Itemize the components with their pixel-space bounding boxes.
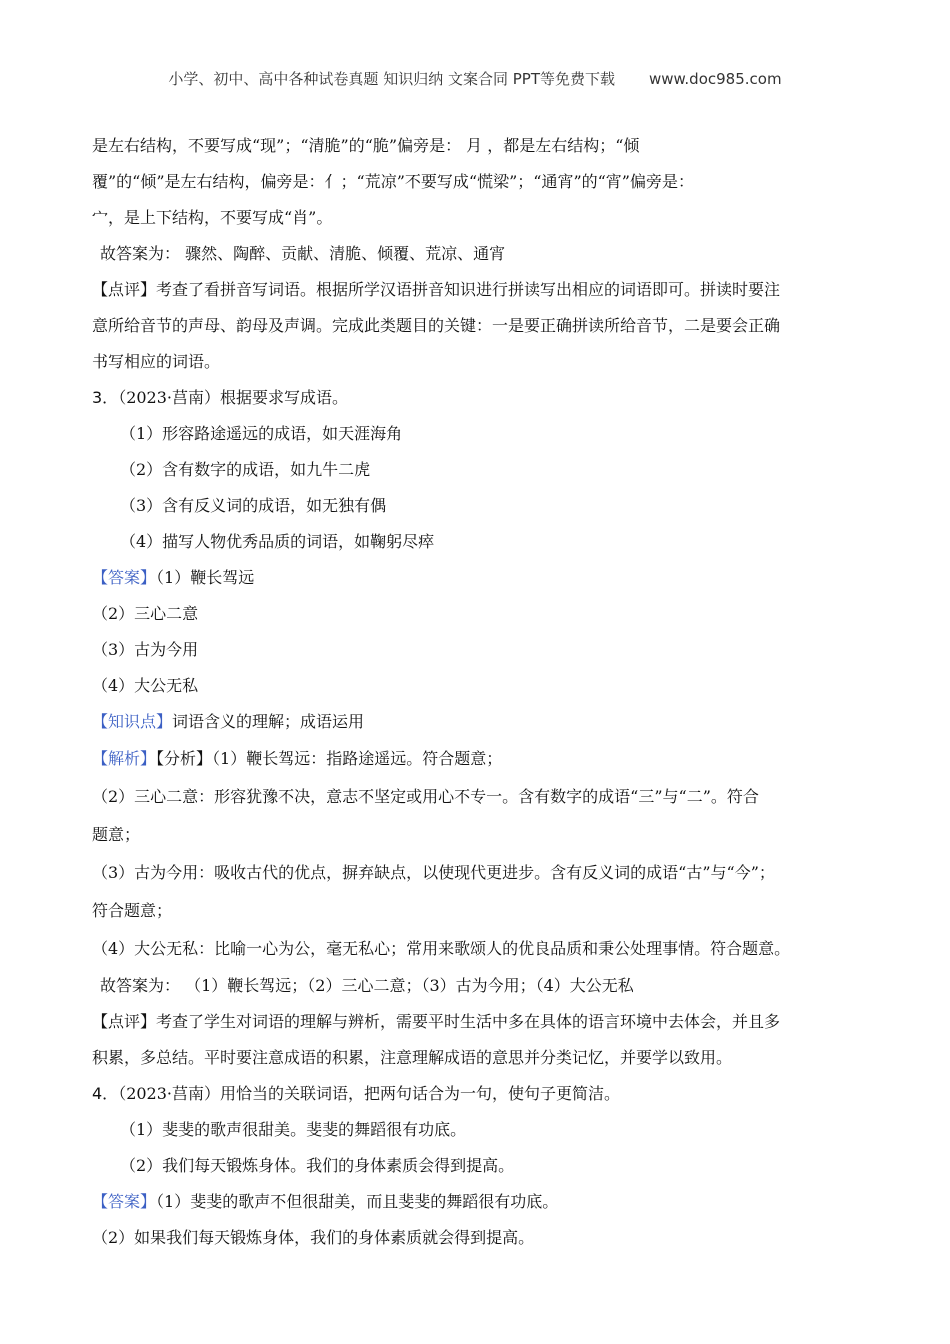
question-4-stem [92,1076,868,1112]
question-3-stem [92,380,868,416]
prev-text-line: 宀，是上下结构，不要写成“肖”。 [92,208,333,227]
prev-comment-line: 书写相应的词语。 [92,352,221,371]
comment-text: 考查了看拼音写词语。根据所学汉语拼音知识进行拼读写出相应的词语即可。拼读时要注 [156,280,781,299]
prev-answer: 故答案为： 骤然、陶醉、贡献、清脆、倾覆、荒凉、通宵 [100,244,506,263]
question-number: 4． [92,1084,119,1103]
header-website-link[interactable]: www.doc985.com [648,70,782,88]
answer-tag: 【答案】 [92,568,157,587]
header-promo-text: 小学、初中、高中各种试卷真题 知识归纳 文案合同 PPT等免费下载 [168,70,615,88]
analysis-line: 题意； [92,825,141,844]
knowledge-point-text: 词语含义的理解；成语运用 [172,712,365,731]
analysis-line: （4）大公无私：比喻一心为公，毫无私心；常用来歌颂人的优良品质和秉公处理事情。符合题意。 [92,939,791,958]
question-3-knowledge-point [92,704,868,740]
answer-line: （2）如果我们每天锻炼身体，我们的身体素质就会得到提高。 [92,1228,535,1247]
question-3-item: （4）描写人物优秀品质的词语，如鞠躬尽瘁 [120,532,435,551]
analysis-line: （2）三心二意：形容犹豫不决，意志不坚定或用心不专一。含有数字的成语“三”与“二”。符合 [92,787,759,806]
document-body [92,128,868,1256]
answer-text: （1）鞭长驾远 [156,568,255,587]
comment-text: 考查了学生对词语的理解与辨析，需要平时生活中多在具体的语言环境中去体会，并且多 [156,1012,781,1031]
question-3-comment [92,1004,868,1040]
analysis-line: 符合题意； [92,901,173,920]
answer-line: （4）大公无私 [92,676,199,695]
question-text: （2023·莒南）根据要求写成语。 [118,388,348,407]
comment-tag: 【点评】 [92,280,157,299]
comment-line: 积累，多总结。平时要注意成语的积累，注意理解成语的意思并分类记忆，并要学以致用。 [92,1048,733,1067]
question-4-answer [92,1184,868,1220]
analysis-text: 【分析】（1）鞭长驾远：指路途遥远。符合题意； [156,749,503,768]
answer-text: （1）斐斐的歌声不但很甜美，而且斐斐的舞蹈很有功底。 [156,1192,559,1211]
prev-comment [92,272,868,308]
question-number: 3． [92,388,119,407]
question-3-item: （3）含有反义词的成语，如无独有偶 [120,496,387,515]
question-4-item: （1）斐斐的歌声很甜美。斐斐的舞蹈很有功底。 [120,1120,467,1139]
analysis-tag: 【解析】 [92,749,157,768]
answer-line: （3）古为今用 [92,640,199,659]
question-3-final-answer: 故答案为： （1）鞭长驾远；（2）三心二意；（3）古为今用；（4）大公无私 [100,976,634,995]
prev-comment-line: 意所给音节的声母、韵母及声调。完成此类题目的关键：一是要正确拼读所给音节，二是要会正确 [92,316,781,335]
question-3-item: （1）形容路途遥远的成语，如天涯海角 [120,424,403,443]
answer-tag: 【答案】 [92,1192,157,1211]
question-3-answer [92,560,868,596]
analysis-line: （3）古为今用：吸收古代的优点，摒弃缺点，以使现代更进步。含有反义词的成语“古”与“今”； [92,863,775,882]
prev-text-line: 是左右结构，不要写成“现”；“清脆”的“脆”偏旁是： 月 ，都是左右结构；“倾 [92,136,640,155]
knowledge-point-tag: 【知识点】 [92,712,173,731]
question-4-item: （2）我们每天锻炼身体。我们的身体素质会得到提高。 [120,1156,515,1175]
question-text: （2023·莒南）用恰当的关联词语，把两句话合为一句，使句子更简洁。 [118,1084,620,1103]
comment-tag: 【点评】 [92,1012,157,1031]
page-header [0,68,950,89]
prev-text-line: 覆”的“倾”是左右结构，偏旁是：亻；“荒凉”不要写成“慌梁”；“通宵”的“宵”偏旁是： [92,172,694,191]
question-3-item: （2）含有数字的成语，如九牛二虎 [120,460,371,479]
answer-line: （2）三心二意 [92,604,199,623]
question-3-analysis [92,740,868,778]
